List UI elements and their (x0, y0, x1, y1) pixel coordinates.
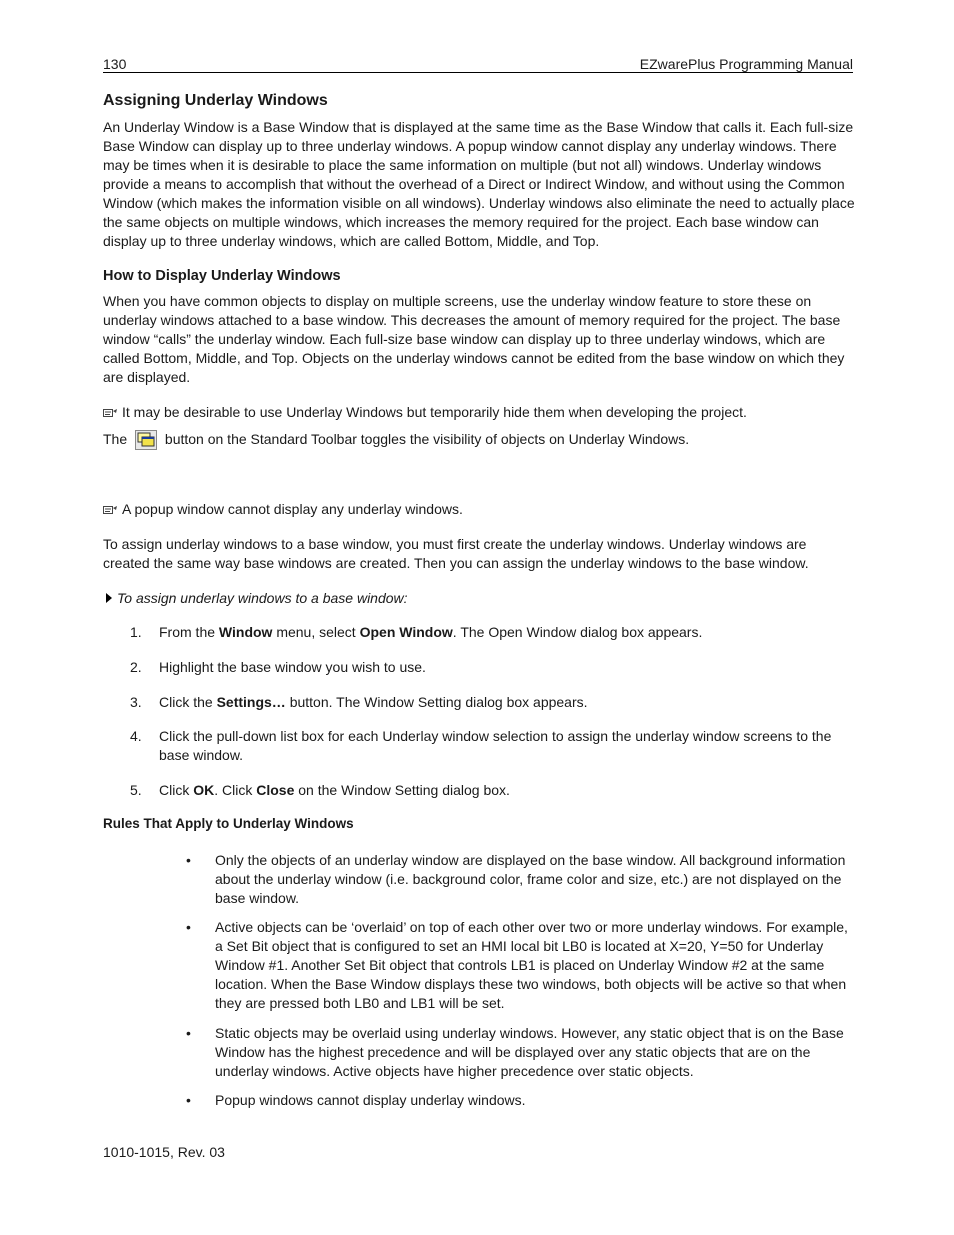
bullet-icon: • (186, 1092, 191, 1108)
step-text-part: on the Window Setting dialog box. (294, 782, 510, 798)
manual-title: EZwarePlus Programming Manual (639, 56, 853, 72)
step-number: 2. (130, 659, 142, 675)
subsection-paragraph: When you have common objects to display on multiple screens, use the underlay window feature to store these on underlay windows attached to a base window. This decreases the amount of memory required for the project. The base window “calls” the underlay window. Each full-size base window can display up to three underlay windows, which are called Bottom, Middle, and Top. Objects on the underlay windows cannot be edited from the base window on which they are displayed. (103, 293, 845, 385)
toolbar-tip-prefix: The (103, 431, 128, 447)
procedure-arrow-icon (106, 593, 112, 603)
step-text (159, 693, 855, 712)
step-text: Highlight the base window you wish to use. (159, 659, 426, 675)
rule-text: Popup windows cannot display underlay windows. (215, 1092, 526, 1108)
procedure-title: To assign underlay windows to a base window: (117, 590, 408, 606)
step-number: 5. (130, 782, 142, 798)
rule-text: Active objects can be ‘overlaid’ on top of each other over two or more underlay windows. For example, a Set Bit object that is configured to set an HMI local bit LB0 is located at X=20, Y=50 for Underlay Window #1. Another Set Bit object that controls LB1 is placed on Underlay Window #2 at the same location. When the Base Window displays these two windows, both objects will be active so that when they are pressed both LB0 and LB1 will be set. (215, 919, 848, 1011)
step-button-name: Settings… (216, 694, 286, 710)
page-number: 130 (103, 56, 127, 72)
bullet-icon: • (186, 852, 191, 868)
subsection-title: How to Display Underlay Windows (103, 268, 341, 284)
step-text-part: Click (159, 782, 194, 798)
bullet-icon: • (186, 1025, 191, 1041)
step-text-part: menu, select (272, 624, 360, 640)
step-menu-name: Window (218, 624, 273, 640)
intro-paragraph: An Underlay Window is a Base Window that is displayed at the same time as the Base Window that calls it. Each full-size Base Window can display up to three underlay windows. A popup window cannot display any underlay windows. There may be times when it is desirable to place the same information on multiple (but not all) windows. Underlay windows provide a means to accomplish that without the overhead of a Direct or Indirect Window, and without using the Common Window (which makes the information visible on all windows). Underlay windows also eliminate the need to actually place the same objects on multiple windows, which increases the memory required for the project. Each base window can display up to three underlay windows, which are called Bottom, Middle, and Top. (103, 119, 855, 249)
note-popup (103, 500, 463, 519)
step-text (159, 781, 855, 800)
rule-text: Only the objects of an underlay window are displayed on the base window. All background information about the underlay window (i.e. background color, frame color and size, etc.) are not displayed on the base window. (215, 852, 846, 906)
step-text (159, 623, 855, 642)
bullet-icon: • (186, 919, 191, 935)
note-hand-icon (103, 408, 118, 418)
step-text-part: From the (159, 624, 219, 640)
assign-paragraph: To assign underlay windows to a base window, you must first create the underlay windows. Underlay windows are created the same way base windows are created. Then you can assign the underlay windows to the base window. (103, 536, 809, 571)
rule-text: Static objects may be overlaid using underlay windows. However, any static object that is on the Base Window has the highest precedence and will be displayed over any static objects that are on the underlay windows. Active objects have higher precedence over static objects. (215, 1025, 844, 1079)
note-text: It may be desirable to use Underlay Windows but temporarily hide them when developing the project. (122, 404, 747, 420)
step-text-part: Click the (159, 694, 217, 710)
toolbar-tip-suffix: button on the Standard Toolbar toggles the visibility of objects on Underlay Windows. (164, 431, 690, 447)
note-hand-icon (103, 505, 118, 515)
step-text-part: button. The Window Setting dialog box appears. (285, 694, 588, 710)
step-command-name: Open Window (359, 624, 453, 640)
step-number: 1. (130, 624, 142, 640)
procedure-heading (103, 590, 408, 606)
step-button-name: OK (193, 782, 215, 798)
document-number: 1010-1015, Rev. 03 (103, 1144, 225, 1160)
step-text-part: . Click (214, 782, 257, 798)
step-button-name: Close (256, 782, 295, 798)
step-number: 4. (130, 728, 142, 744)
step-text-part: . The Open Window dialog box appears. (452, 624, 703, 640)
step-text: Click the pull-down list box for each Underlay window selection to assign the underlay window screens to the base window. (159, 728, 832, 763)
underlay-toggle-toolbar-icon (135, 430, 157, 450)
section-title: Assigning Underlay Windows (103, 92, 328, 109)
rules-title: Rules That Apply to Underlay Windows (103, 816, 354, 831)
toolbar-tip (103, 430, 689, 450)
note-text: A popup window cannot display any underlay windows. (122, 501, 463, 517)
header-rule (103, 72, 853, 73)
note-hide-underlay (103, 403, 747, 422)
step-number: 3. (130, 694, 142, 710)
